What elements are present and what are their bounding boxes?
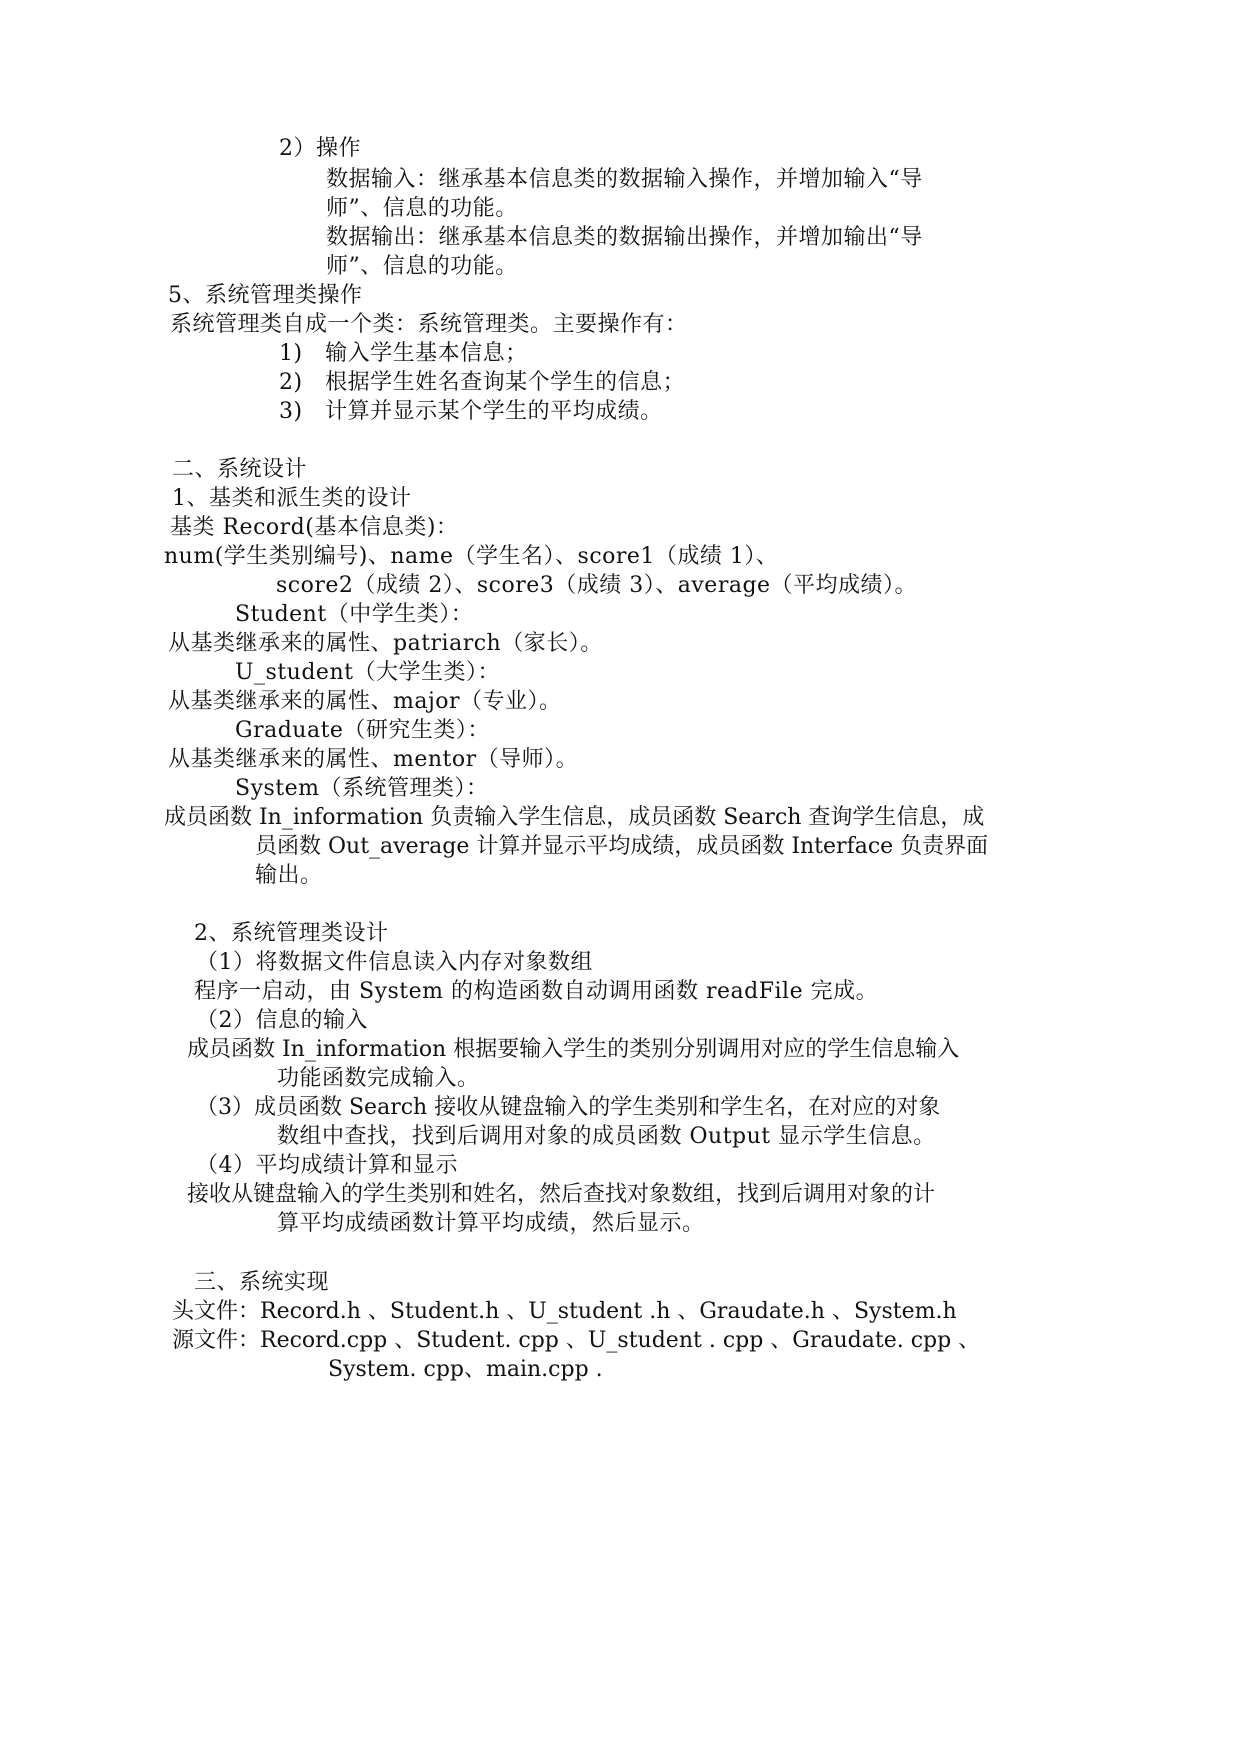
- mgmt-p4-text-line-1: 接收从键盘输入的学生类别和姓名，然后查找对象数组，找到后调用对象的计: [187, 1182, 936, 1207]
- mgmt-p1-text: 程序一启动，由 System 的构造函数自动调用函数 readFile 完成。: [194, 979, 879, 1004]
- student-attrs: 从基类继承来的属性、patriarch（家长）。: [168, 631, 603, 656]
- sec5-item: 2) 根据学生姓名查询某个学生的信息；: [279, 370, 686, 395]
- base-attrs-line-1: num(学生类别编号)、name（学生名）、score1（成绩 1）、: [164, 544, 779, 569]
- mgmt-p4-text-line-2: 算平均成绩函数计算平均成绩，然后显示。: [277, 1211, 705, 1236]
- data-output-line-2: 师”、信息的功能。: [326, 254, 518, 279]
- mgmt-design-heading: 2、系统管理类设计: [194, 921, 389, 946]
- base-class-title: 基类 Record(基本信息类)：: [170, 515, 459, 540]
- graduate-attrs: 从基类继承来的属性、mentor（导师）。: [168, 747, 579, 772]
- graduate-class-title: Graduate（研究生类）：: [235, 718, 490, 743]
- mgmt-p3-text-line-1: （3）成员函数 Search 接收从键盘输入的学生类别和学生名，在对应的对象: [196, 1095, 941, 1120]
- system-class-title: System（系统管理类）：: [235, 776, 489, 801]
- u-student-class-title: U_student（大学生类）：: [235, 660, 500, 685]
- data-input-line-2: 师”、信息的功能。: [326, 196, 518, 221]
- sec5-intro: 系统管理类自成一个类：系统管理类。主要操作有：: [170, 312, 688, 337]
- mgmt-p2-text-line-1: 成员函数 In_information 根据要输入学生的类别分别调用对应的学生信息输入: [187, 1037, 960, 1062]
- data-output-line-1: 数据输出：继承基本信息类的数据输出操作，并增加输出“导: [326, 225, 923, 250]
- mgmt-p2-text-line-2: 功能函数完成输入。: [277, 1066, 480, 1091]
- mgmt-p2-title: （2）信息的输入: [196, 1008, 368, 1033]
- data-input-line-1: 数据输入：继承基本信息类的数据输入操作，并增加输入“导: [326, 167, 923, 192]
- mgmt-p4-title: （4）平均成绩计算和显示: [196, 1153, 458, 1178]
- impl-sources-line-2: System. cpp、main.cpp .: [328, 1357, 603, 1382]
- base-attrs-line-2: score2（成绩 2）、score3（成绩 3）、average（平均成绩）。: [276, 573, 918, 598]
- sec5-item: 1) 输入学生基本信息；: [279, 341, 528, 366]
- mgmt-p3-text-line-2: 数组中查找，找到后调用对象的成员函数 Output 显示学生信息。: [277, 1124, 936, 1149]
- system-desc-line-1: 成员函数 In_information 负责输入学生信息，成员函数 Search 查询学生信息，成: [164, 805, 985, 830]
- ops-heading: 2）操作: [279, 136, 361, 161]
- impl-headers-line: 头文件：Record.h 、Student.h 、U_student .h 、Graudate.h 、System.h: [172, 1299, 957, 1324]
- student-class-title: Student（中学生类）：: [235, 602, 474, 627]
- impl-sources-line-1: 源文件：Record.cpp 、Student. cpp 、U_student . cpp 、Graudate. cpp 、: [172, 1328, 981, 1353]
- system-desc-line-3: 输出。: [255, 863, 323, 888]
- design-sub1: 1、基类和派生类的设计: [172, 486, 412, 511]
- u-student-attrs: 从基类继承来的属性、major（专业）。: [168, 689, 562, 714]
- impl-heading: 三、系统实现: [194, 1270, 330, 1295]
- system-desc-line-2: 员函数 Out_average 计算并显示平均成绩，成员函数 Interface 负责界面: [255, 834, 989, 859]
- design-heading: 二、系统设计: [172, 457, 308, 482]
- sec5-heading: 5、系统管理类操作: [168, 283, 363, 308]
- mgmt-p1-title: （1）将数据文件信息读入内存对象数组: [196, 950, 593, 975]
- sec5-item: 3) 计算并显示某个学生的平均成绩。: [279, 399, 663, 424]
